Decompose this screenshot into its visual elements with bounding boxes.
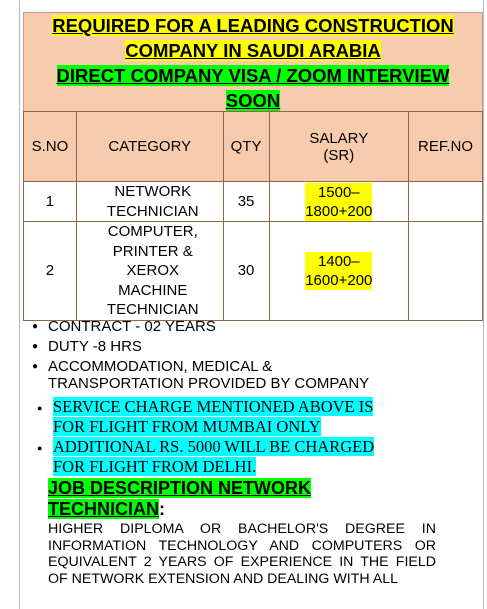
table-header-row — [24, 112, 483, 182]
table-row — [24, 182, 483, 222]
list-item: ● DUTY -8 HRS — [32, 338, 472, 355]
jobs-table — [23, 111, 483, 321]
job-description-title-colon: : — [159, 499, 165, 519]
list-item-line: TRANSPORTATION PROVIDED BY COMPANY — [48, 375, 370, 392]
note-2-line-1: ADDITIONAL RS. 5000 WILL BE CHARGED — [53, 437, 375, 456]
row-1-category-line: NETWORK — [114, 183, 192, 200]
header-ref: REF.NO — [409, 112, 483, 182]
row-2-category-line: COMPUTER, — [107, 223, 198, 240]
row-1-category — [76, 182, 223, 222]
row-1-salary-line: 1800+200 — [305, 202, 373, 220]
terms-list — [32, 318, 472, 392]
job-description-title-line-1: JOB DESCRIPTION NETWORK — [48, 478, 312, 498]
note-1-line-1: SERVICE CHARGE MENTIONED ABOVE IS — [53, 397, 374, 416]
row-1-sno: 1 — [24, 182, 77, 222]
job-description-body: HIGHER DIPLOMA OR BACHELOR'S DEGREE IN INFORMATION TECHNOLOGY AND COMPUTERS OR EQUIVALENT 2 YEARS OF EXPERIENCE IN THE FIELD OF NETWORK EXTENSION AND DEALING WITH ALL — [48, 521, 436, 587]
row-2-category-line: TECHNICIAN — [106, 301, 199, 318]
row-2-sno: 2 — [24, 222, 77, 321]
row-2-category-line: PRINTER & — [112, 242, 193, 260]
row-2-salary-value — [305, 252, 372, 290]
row-1-ref — [409, 182, 483, 222]
header-line-3: DIRECT COMPANY VISA / ZOOM INTERVIEW — [56, 65, 450, 86]
job-description-title — [48, 478, 448, 520]
row-1-salary-line: 1500– — [317, 183, 360, 201]
header-sno: S.NO — [24, 112, 77, 182]
table-row — [24, 222, 483, 321]
list-item: ● CONTRACT - 02 YEARS — [32, 318, 472, 335]
list-item — [37, 437, 457, 477]
note-2-line-2: FOR FLIGHT FROM DELHI. — [53, 457, 257, 476]
flight-notes-list — [37, 397, 457, 477]
row-2-salary — [269, 222, 409, 321]
list-item — [37, 397, 457, 437]
header-line-4: SOON — [225, 90, 281, 111]
row-2-ref — [409, 222, 483, 321]
row-2-category — [76, 222, 223, 321]
header-banner — [23, 12, 483, 112]
row-2-salary-line: 1600+200 — [305, 271, 373, 289]
job-description-title-line-2: TECHNICIAN — [48, 499, 159, 519]
note-1-line-2: FOR FLIGHT FROM MUMBAI ONLY — [53, 417, 321, 436]
header-qty: QTY — [223, 112, 269, 182]
row-2-qty: 30 — [223, 222, 269, 321]
row-2-salary-line: 1400– — [317, 252, 360, 270]
header-salary-line1: SALARY — [309, 129, 369, 147]
header-line-2: COMPANY IN SAUDI ARABIA — [125, 40, 381, 61]
header-line-1: REQUIRED FOR A LEADING CONSTRUCTION — [52, 15, 454, 36]
row-1-category-line: TECHNICIAN — [106, 202, 199, 220]
row-2-category-line: MACHINE — [118, 281, 188, 299]
list-item-line: ACCOMMODATION, MEDICAL & — [48, 358, 273, 375]
row-2-category-line: XEROX — [126, 262, 180, 279]
header-salary-line2: (SR) — [323, 146, 355, 164]
row-1-salary-value — [305, 183, 372, 221]
row-1-salary — [269, 182, 409, 222]
list-item — [32, 358, 472, 392]
row-1-qty: 35 — [223, 182, 269, 222]
header-category: CATEGORY — [76, 112, 223, 182]
header-salary — [269, 112, 409, 182]
